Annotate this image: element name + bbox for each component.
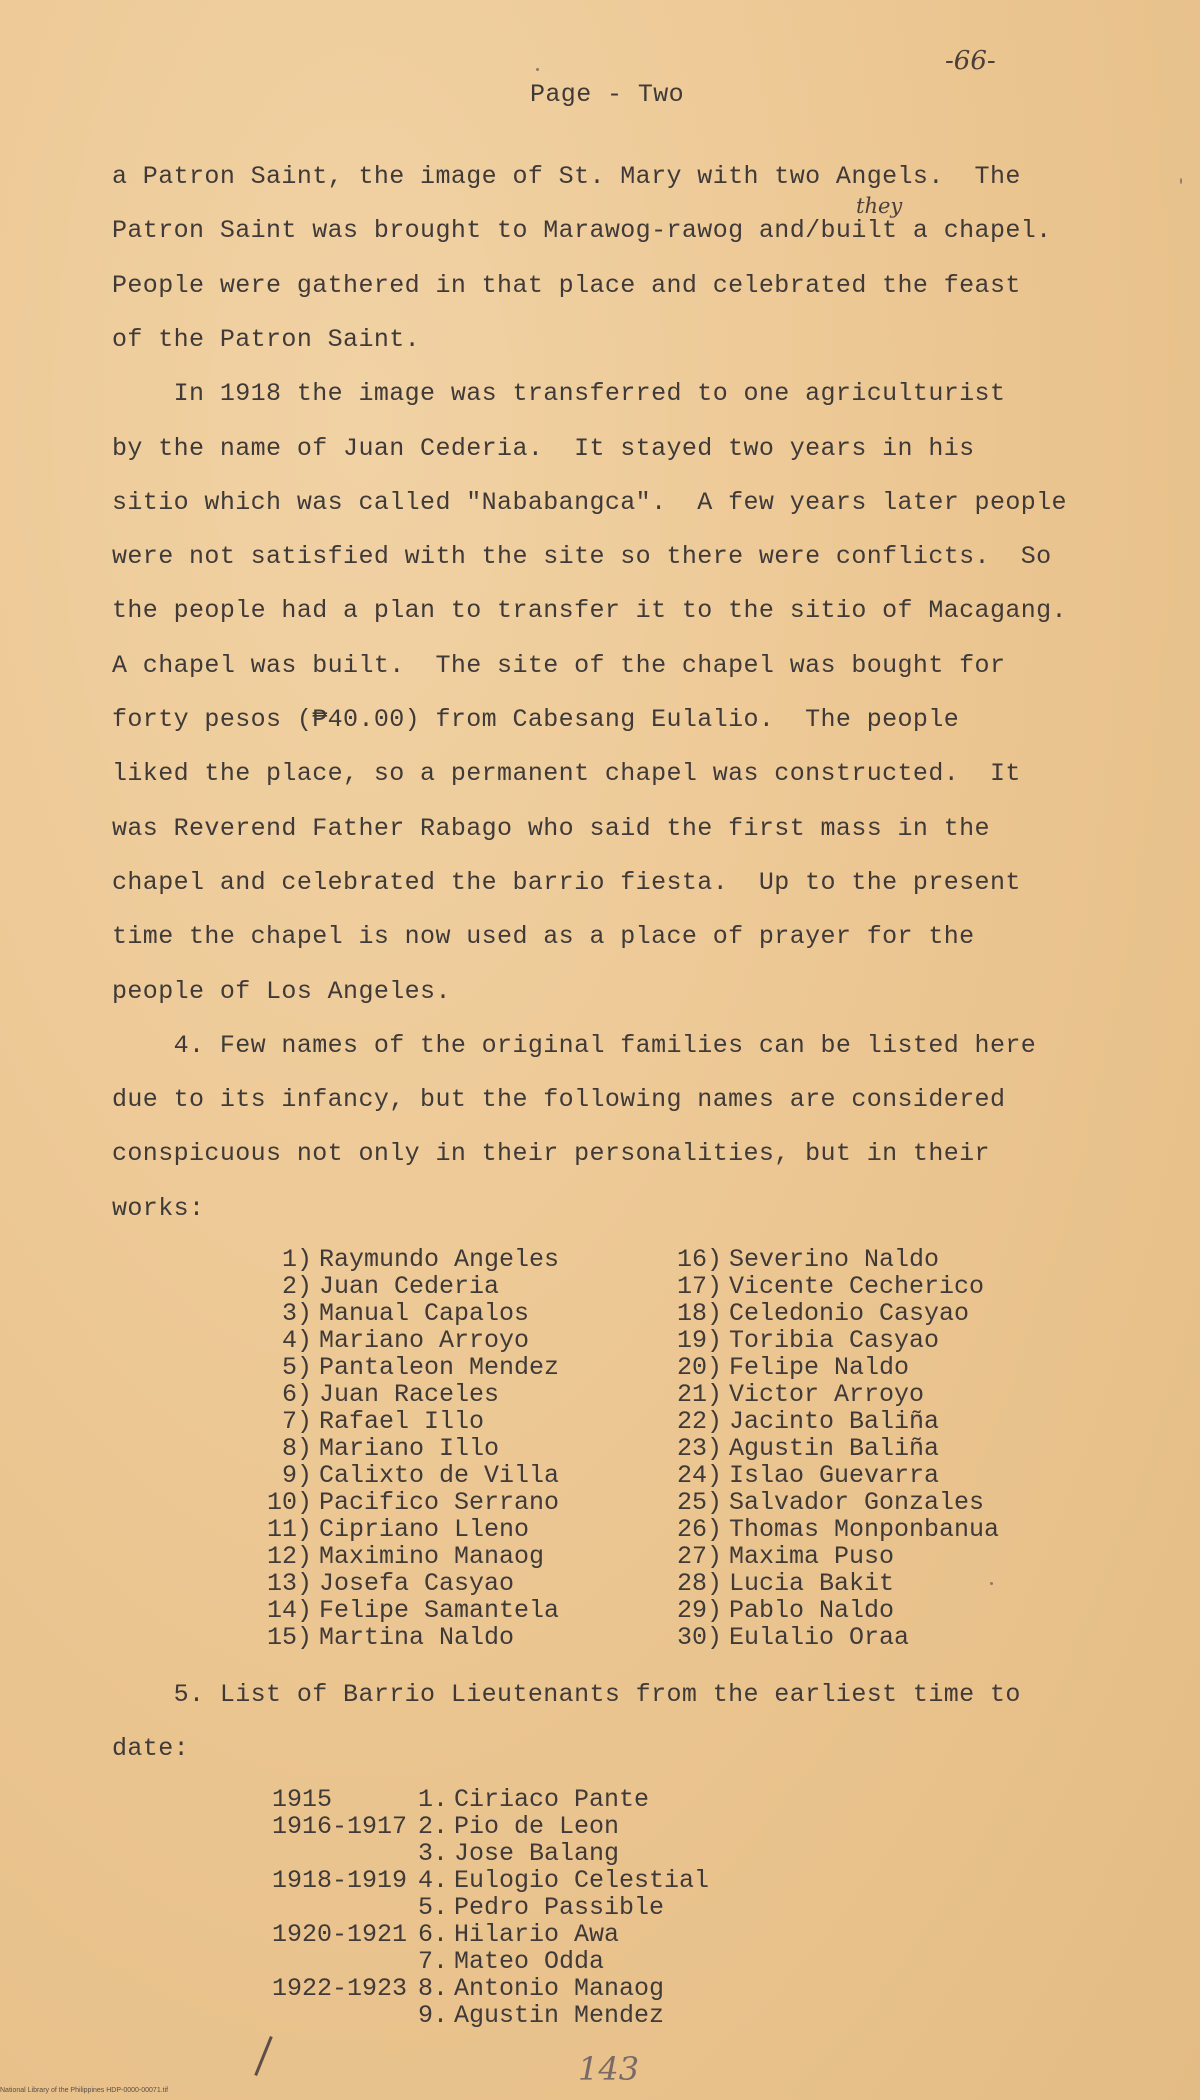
family-name: Vicente Cecherico <box>729 1272 985 1301</box>
family-name-row <box>672 1327 999 1354</box>
family-name-row <box>672 1543 999 1570</box>
family-number: 3) <box>281 1299 312 1328</box>
handwritten-page-number: -66- <box>945 46 996 76</box>
family-name: Thomas Monponbanua <box>729 1515 1000 1544</box>
family-name: Juan Cederia <box>319 1272 500 1301</box>
family-name: Lucia Bakit <box>729 1569 895 1598</box>
lieutenant-index: 8. <box>418 1974 449 2003</box>
family-name-row <box>262 1327 559 1354</box>
body-line: sitio which was called "Nababangca". A few years later people <box>112 487 1067 517</box>
family-number: 8) <box>281 1434 312 1463</box>
family-number: 16) <box>676 1245 722 1274</box>
family-name: Juan Raceles <box>319 1380 500 1409</box>
family-number: 9) <box>281 1461 312 1490</box>
body-line: Patron Saint was brought to Marawog-rawog and/built a chapel. <box>112 216 1052 246</box>
family-name-row <box>672 1381 999 1408</box>
body-line: the people had a plan to transfer it to the sitio of Macagang. <box>112 596 1067 626</box>
family-name-row <box>262 1570 559 1597</box>
lieutenant-years: 1920-1921 <box>272 1920 408 1949</box>
barrio-lieutenants-list <box>272 1786 709 2029</box>
family-name-row <box>262 1354 559 1381</box>
family-name-row <box>672 1516 999 1543</box>
family-name-row <box>672 1435 999 1462</box>
family-name-row <box>262 1597 559 1624</box>
family-number: 12) <box>266 1542 312 1571</box>
lieutenant-name: Hilario Awa <box>454 1920 620 1949</box>
lieutenant-index: 3. <box>418 1839 449 1868</box>
lieutenant-years: 1916-1917 <box>272 1812 408 1841</box>
family-name-row <box>672 1570 999 1597</box>
family-name: Agustin Baliña <box>729 1434 940 1463</box>
family-name-row <box>672 1273 999 1300</box>
body-line: People were gathered in that place and celebrated the feast <box>112 270 1021 300</box>
family-number: 30) <box>676 1623 722 1652</box>
family-name: Manual Capalos <box>319 1299 530 1328</box>
family-number: 13) <box>266 1569 312 1598</box>
body-line: forty pesos (₱40.00) from Cabesang Eulalio. The people <box>112 705 960 734</box>
paper-speck <box>1180 178 1182 184</box>
family-name: Pacifico Serrano <box>319 1488 560 1517</box>
family-name-row <box>672 1300 999 1327</box>
lieutenant-index: 7. <box>418 1947 449 1976</box>
family-name-row <box>262 1489 559 1516</box>
lieutenant-name: Jose Balang <box>454 1839 620 1868</box>
family-number: 19) <box>676 1326 722 1355</box>
family-names-left-column <box>262 1246 559 1651</box>
family-number: 17) <box>676 1272 722 1301</box>
family-name: Felipe Samantela <box>319 1596 560 1625</box>
body-line: was Reverend Father Rabago who said the first mass in the <box>112 813 990 843</box>
family-name: Islao Guevarra <box>729 1461 940 1490</box>
family-name: Victor Arroyo <box>729 1380 925 1409</box>
family-name: Martina Naldo <box>319 1623 515 1652</box>
family-name: Toribia Casyao <box>729 1326 940 1355</box>
lieutenant-row <box>272 1867 709 1894</box>
family-number: 7) <box>281 1407 312 1436</box>
family-name: Pantaleon Mendez <box>319 1353 560 1382</box>
family-name: Josefa Casyao <box>319 1569 515 1598</box>
family-number: 14) <box>266 1596 312 1625</box>
lieutenant-years <box>272 1894 418 1921</box>
family-name: Calixto de Villa <box>319 1461 560 1490</box>
body-line: time the chapel is now used as a place of prayer for the <box>112 922 975 952</box>
family-name-row <box>262 1408 559 1435</box>
body-line: liked the place, so a permanent chapel was constructed. It <box>112 759 1021 789</box>
body-line: were not satisfied with the site so there were conflicts. So <box>112 542 1052 572</box>
lieutenant-name: Pedro Passible <box>454 1893 665 1922</box>
family-name: Cipriano Lleno <box>319 1515 530 1544</box>
lieutenant-row <box>272 1975 709 2002</box>
family-number: 24) <box>676 1461 722 1490</box>
lieutenant-row <box>272 1786 709 1813</box>
family-name-row <box>262 1273 559 1300</box>
lieutenant-row <box>272 1894 709 1921</box>
lieutenant-row <box>272 1840 709 1867</box>
body-line: due to its infancy, but the following names are considered <box>112 1085 1006 1115</box>
body-line: of the Patron Saint. <box>112 324 421 354</box>
family-name-row <box>262 1381 559 1408</box>
family-name-row <box>262 1543 559 1570</box>
lieutenant-index: 5. <box>418 1893 449 1922</box>
family-number: 25) <box>676 1488 722 1517</box>
body-line: by the name of Juan Cederia. It stayed two years in his <box>112 433 975 463</box>
family-number: 2) <box>281 1272 312 1301</box>
family-name: Raymundo Angeles <box>319 1245 560 1274</box>
lieutenant-years: 1922-1923 <box>272 1974 408 2003</box>
family-name-row <box>262 1516 559 1543</box>
family-name-row <box>262 1246 559 1273</box>
lieutenant-name: Ciriaco Pante <box>454 1785 650 1814</box>
family-name: Felipe Naldo <box>729 1353 910 1382</box>
family-name-row <box>672 1354 999 1381</box>
folio-number: 143 <box>578 2050 640 2088</box>
pencil-mark <box>254 2036 273 2076</box>
body-line: chapel and celebrated the barrio fiesta. Up to the present <box>112 867 1021 897</box>
body-line: 4. Few names of the original families can be listed here <box>112 1030 1037 1060</box>
family-name-row <box>672 1408 999 1435</box>
lieutenant-years <box>272 1948 418 1975</box>
body-line: In 1918 the image was transferred to one agriculturist <box>112 379 1006 409</box>
family-name-row <box>262 1435 559 1462</box>
body-line: people of Los Angeles. <box>112 976 451 1006</box>
lieutenant-row <box>272 1948 709 1975</box>
lieutenant-row <box>272 2002 709 2029</box>
lieutenant-years: 1918-1919 <box>272 1866 408 1895</box>
family-name: Mariano Illo <box>319 1434 500 1463</box>
family-name-row <box>672 1597 999 1624</box>
family-number: 5) <box>281 1353 312 1382</box>
lieutenant-row <box>272 1813 709 1840</box>
handwritten-insertion: they <box>856 194 903 218</box>
family-number: 20) <box>676 1353 722 1382</box>
family-number: 4) <box>281 1326 312 1355</box>
paper-speck <box>536 68 539 71</box>
family-name: Maxima Puso <box>729 1542 895 1571</box>
family-number: 23) <box>676 1434 722 1463</box>
family-name: Eulalio Oraa <box>729 1623 910 1652</box>
lieutenant-years <box>272 1840 418 1867</box>
lieutenant-name: Pio de Leon <box>454 1812 620 1841</box>
lieutenant-index: 4. <box>418 1866 449 1895</box>
family-name: Severino Naldo <box>729 1245 940 1274</box>
lieutenant-index: 9. <box>418 2001 449 2030</box>
family-number: 10) <box>266 1488 312 1517</box>
body-line: A chapel was built. The site of the chapel was bought for <box>112 650 1006 680</box>
family-name-row <box>262 1300 559 1327</box>
family-number: 1) <box>281 1245 312 1274</box>
page-heading: Page - Two <box>530 80 685 109</box>
family-name: Pablo Naldo <box>729 1596 895 1625</box>
lieutenant-name: Mateo Odda <box>454 1947 605 1976</box>
family-name-row <box>262 1624 559 1651</box>
lieutenant-row <box>272 1921 709 1948</box>
family-name-row <box>262 1462 559 1489</box>
lieutenant-name: Antonio Manaog <box>454 1974 665 2003</box>
body-line: conspicuous not only in their personalities, but in their <box>112 1139 990 1169</box>
lieutenant-index: 2. <box>418 1812 449 1841</box>
family-number: 21) <box>676 1380 722 1409</box>
section5-heading-cont: date: <box>112 1734 190 1763</box>
family-number: 26) <box>676 1515 722 1544</box>
family-number: 15) <box>266 1623 312 1652</box>
family-name-row <box>672 1462 999 1489</box>
lieutenant-index: 1. <box>418 1785 449 1814</box>
family-name: Maximino Manaog <box>319 1542 545 1571</box>
family-name: Rafael Illo <box>319 1407 485 1436</box>
family-name-row <box>672 1624 999 1651</box>
family-name: Jacinto Baliña <box>729 1407 940 1436</box>
family-names-right-column <box>672 1246 999 1651</box>
family-name: Salvador Gonzales <box>729 1488 985 1517</box>
lieutenant-years <box>272 2002 418 2029</box>
paper-speck <box>990 1582 993 1585</box>
family-number: 28) <box>676 1569 722 1598</box>
family-number: 22) <box>676 1407 722 1436</box>
family-name-row <box>672 1246 999 1273</box>
family-number: 18) <box>676 1299 722 1328</box>
lieutenant-name: Agustin Mendez <box>454 2001 665 2030</box>
family-name: Celedonio Casyao <box>729 1299 970 1328</box>
family-name-row <box>672 1489 999 1516</box>
body-line: works: <box>112 1193 205 1223</box>
lieutenant-years: 1915 <box>272 1785 333 1814</box>
body-line: a Patron Saint, the image of St. Mary with two Angels. The <box>112 162 1021 191</box>
family-number: 29) <box>676 1596 722 1625</box>
family-number: 6) <box>281 1380 312 1409</box>
family-name: Mariano Arroyo <box>319 1326 530 1355</box>
lieutenant-name: Eulogio Celestial <box>454 1866 710 1895</box>
lieutenant-index: 6. <box>418 1920 449 1949</box>
family-number: 11) <box>266 1515 312 1544</box>
archive-footer: National Library of the Philippines HDP-0000-00071.tif <box>0 2087 169 2094</box>
section5-heading: 5. List of Barrio Lieutenants from the earliest time to <box>112 1680 1021 1709</box>
family-number: 27) <box>676 1542 722 1571</box>
